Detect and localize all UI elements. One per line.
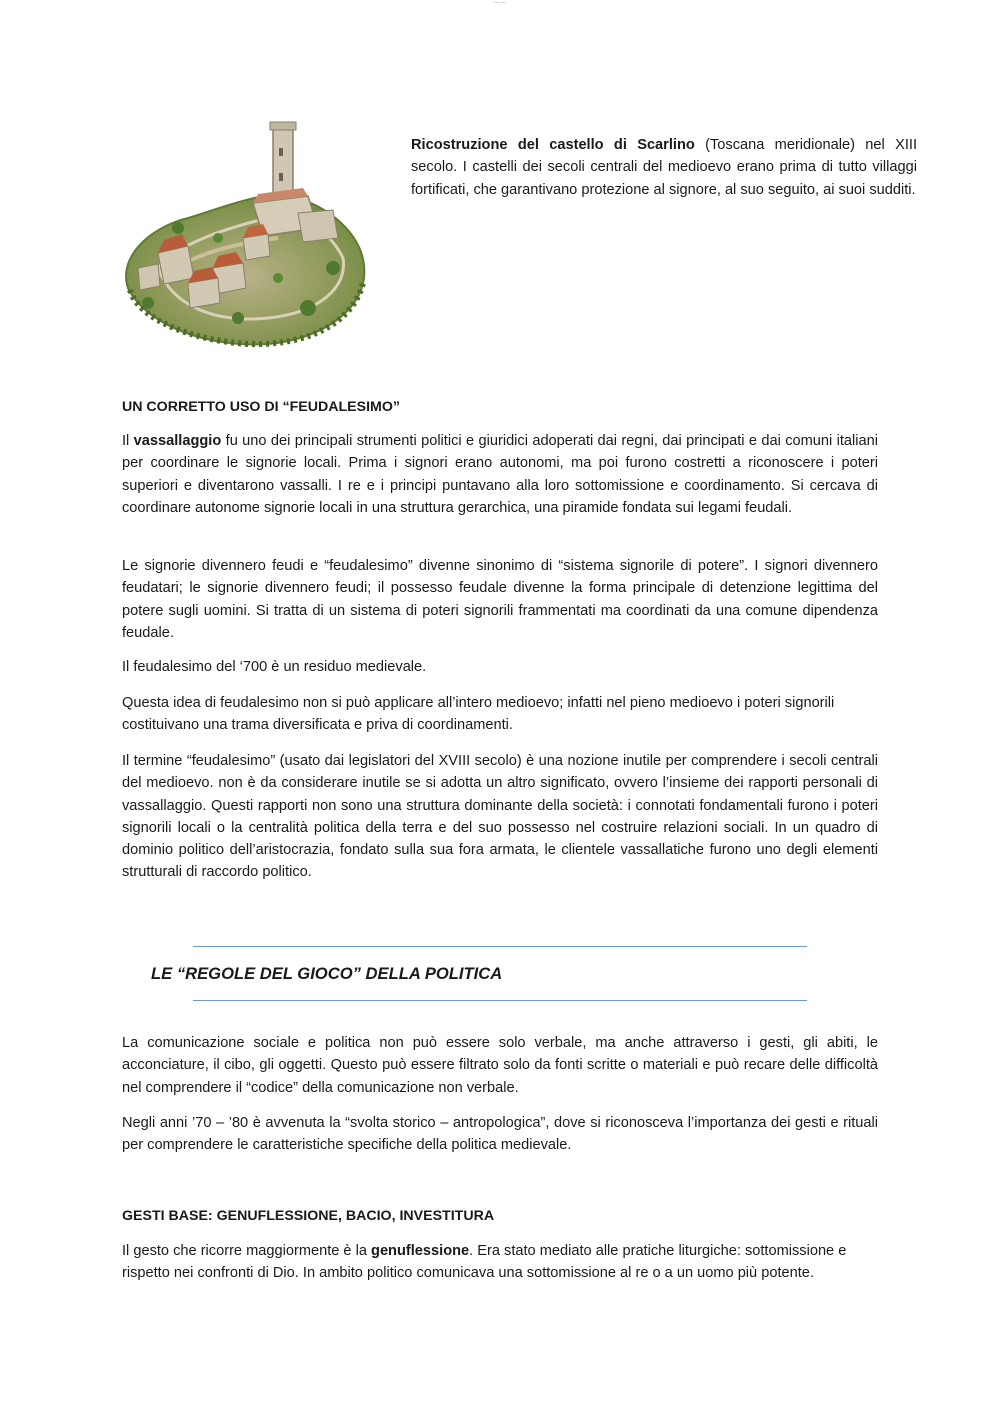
paragraph: Il feudalesimo del ‘700 è un residuo medievale. [122, 659, 427, 675]
paragraph [122, 1240, 878, 1285]
section-title-regole: LE “REGOLE DEL GIOCO” DELLA POLITICA [151, 964, 503, 983]
paragraph-text: . Era stato mediato alle pratiche liturgiche: sottomissione e rispetto nei confronti di Dio. In ambito politico comunicava una sottomissione al re o a un uomo più potente. [122, 1243, 847, 1282]
page-header-mark: — — [494, 0, 506, 6]
figure-caption [411, 134, 917, 201]
paragraph: Questa idea di feudalesimo non si può applicare all’intero medioevo; infatti nel pieno medioevo i poteri signorili costituivano una trama diversificata e priva di coordinamenti. [122, 695, 835, 734]
paragraph: Negli anni ’70 – ’80 è avvenuta la “svolta storico – antropologica”, dove si riconosceva l’importanza dei gesti e rituali per comprendere le caratteristiche specifiche della politica medievale. [122, 1115, 878, 1154]
section-heading-feudalesimo: UN CORRETTO USO DI “FEUDALESIMO” [122, 399, 400, 415]
bold-term-vassallaggio: vassallaggio [133, 433, 222, 449]
bold-term-genuflessione: genuflessione [371, 1243, 470, 1259]
paragraph-text: Il [122, 433, 134, 449]
castle-illustration [118, 118, 370, 350]
paragraph-text: fu uno dei principali strumenti politici e giuridici adoperati dai regni, dai principati e dai comuni italiani per coordinare le signorie locali. Prima i signori erano autonomi, ma poi furono costretti a riconoscere i poteri superiori e diventarono vassalli. I re e i principi puntavano alla loro sottomissione e coordinamento. Si cercava di coordinare autonome signorie locali in una struttura gerarchica, una piramide fondata sui legami feudali. [122, 433, 878, 516]
title-rule-bottom [193, 1000, 807, 1001]
paragraph-text: Il gesto che ricorre maggiormente è la [122, 1243, 372, 1259]
paragraph: Le signorie divennero feudi e “feudalesimo” divenne sinonimo di “sistema signorile di potere”. I signori divennero feudatari; le signorie divennero feudi; il possesso feudale divenne la forma principale di detenzione legittima del potere sugli uomini. Si tratta di un sistema di poteri signorili frammentati ma coordinati da una comune dipendenza feudale. [122, 558, 878, 641]
section-heading-gesti: GESTI BASE: GENUFLESSIONE, BACIO, INVESTITURA [122, 1208, 495, 1224]
caption-text: (Toscana meridionale) nel XIII secolo. I castelli dei secoli centrali del medioevo erano prima di tutto villaggi fortificati, che garantivano protezione al signore, al suo seguito, ai suoi sudditi. [411, 137, 917, 198]
paragraph: La comunicazione sociale e politica non può essere solo verbale, ma anche attraverso i gesti, gli abiti, le acconciature, il cibo, gli oggetti. Questo può essere filtrato solo da fonti scritte o materiali e può recare delle difficoltà nel comprendere il “codice” della comunicazione non verbale. [122, 1035, 878, 1096]
paragraph: Il termine “feudalesimo” (usato dai legislatori del XVIII secolo) è una nozione inutile per comprendere i secoli centrali del medioevo. non è da considerare inutile se si adotta un altro significato, ovvero l’insieme dei rapporti personali di vassallaggio. Questi rapporti non sono una struttura dominante della società: i connotati fondamentali furono i poteri signorili locali o la centralità politica della terra e del suo possesso nel costruire relazioni sociali. In un quadro di dominio politico dell’aristocrazia, fondato sulla sua fora armata, le clientele vassallatiche furono uno degli elementi strutturali di raccordo politico. [122, 753, 878, 881]
paragraph [122, 430, 878, 519]
title-rule-top [193, 946, 807, 947]
caption-bold: Ricostruzione del castello di Scarlino [411, 137, 695, 153]
